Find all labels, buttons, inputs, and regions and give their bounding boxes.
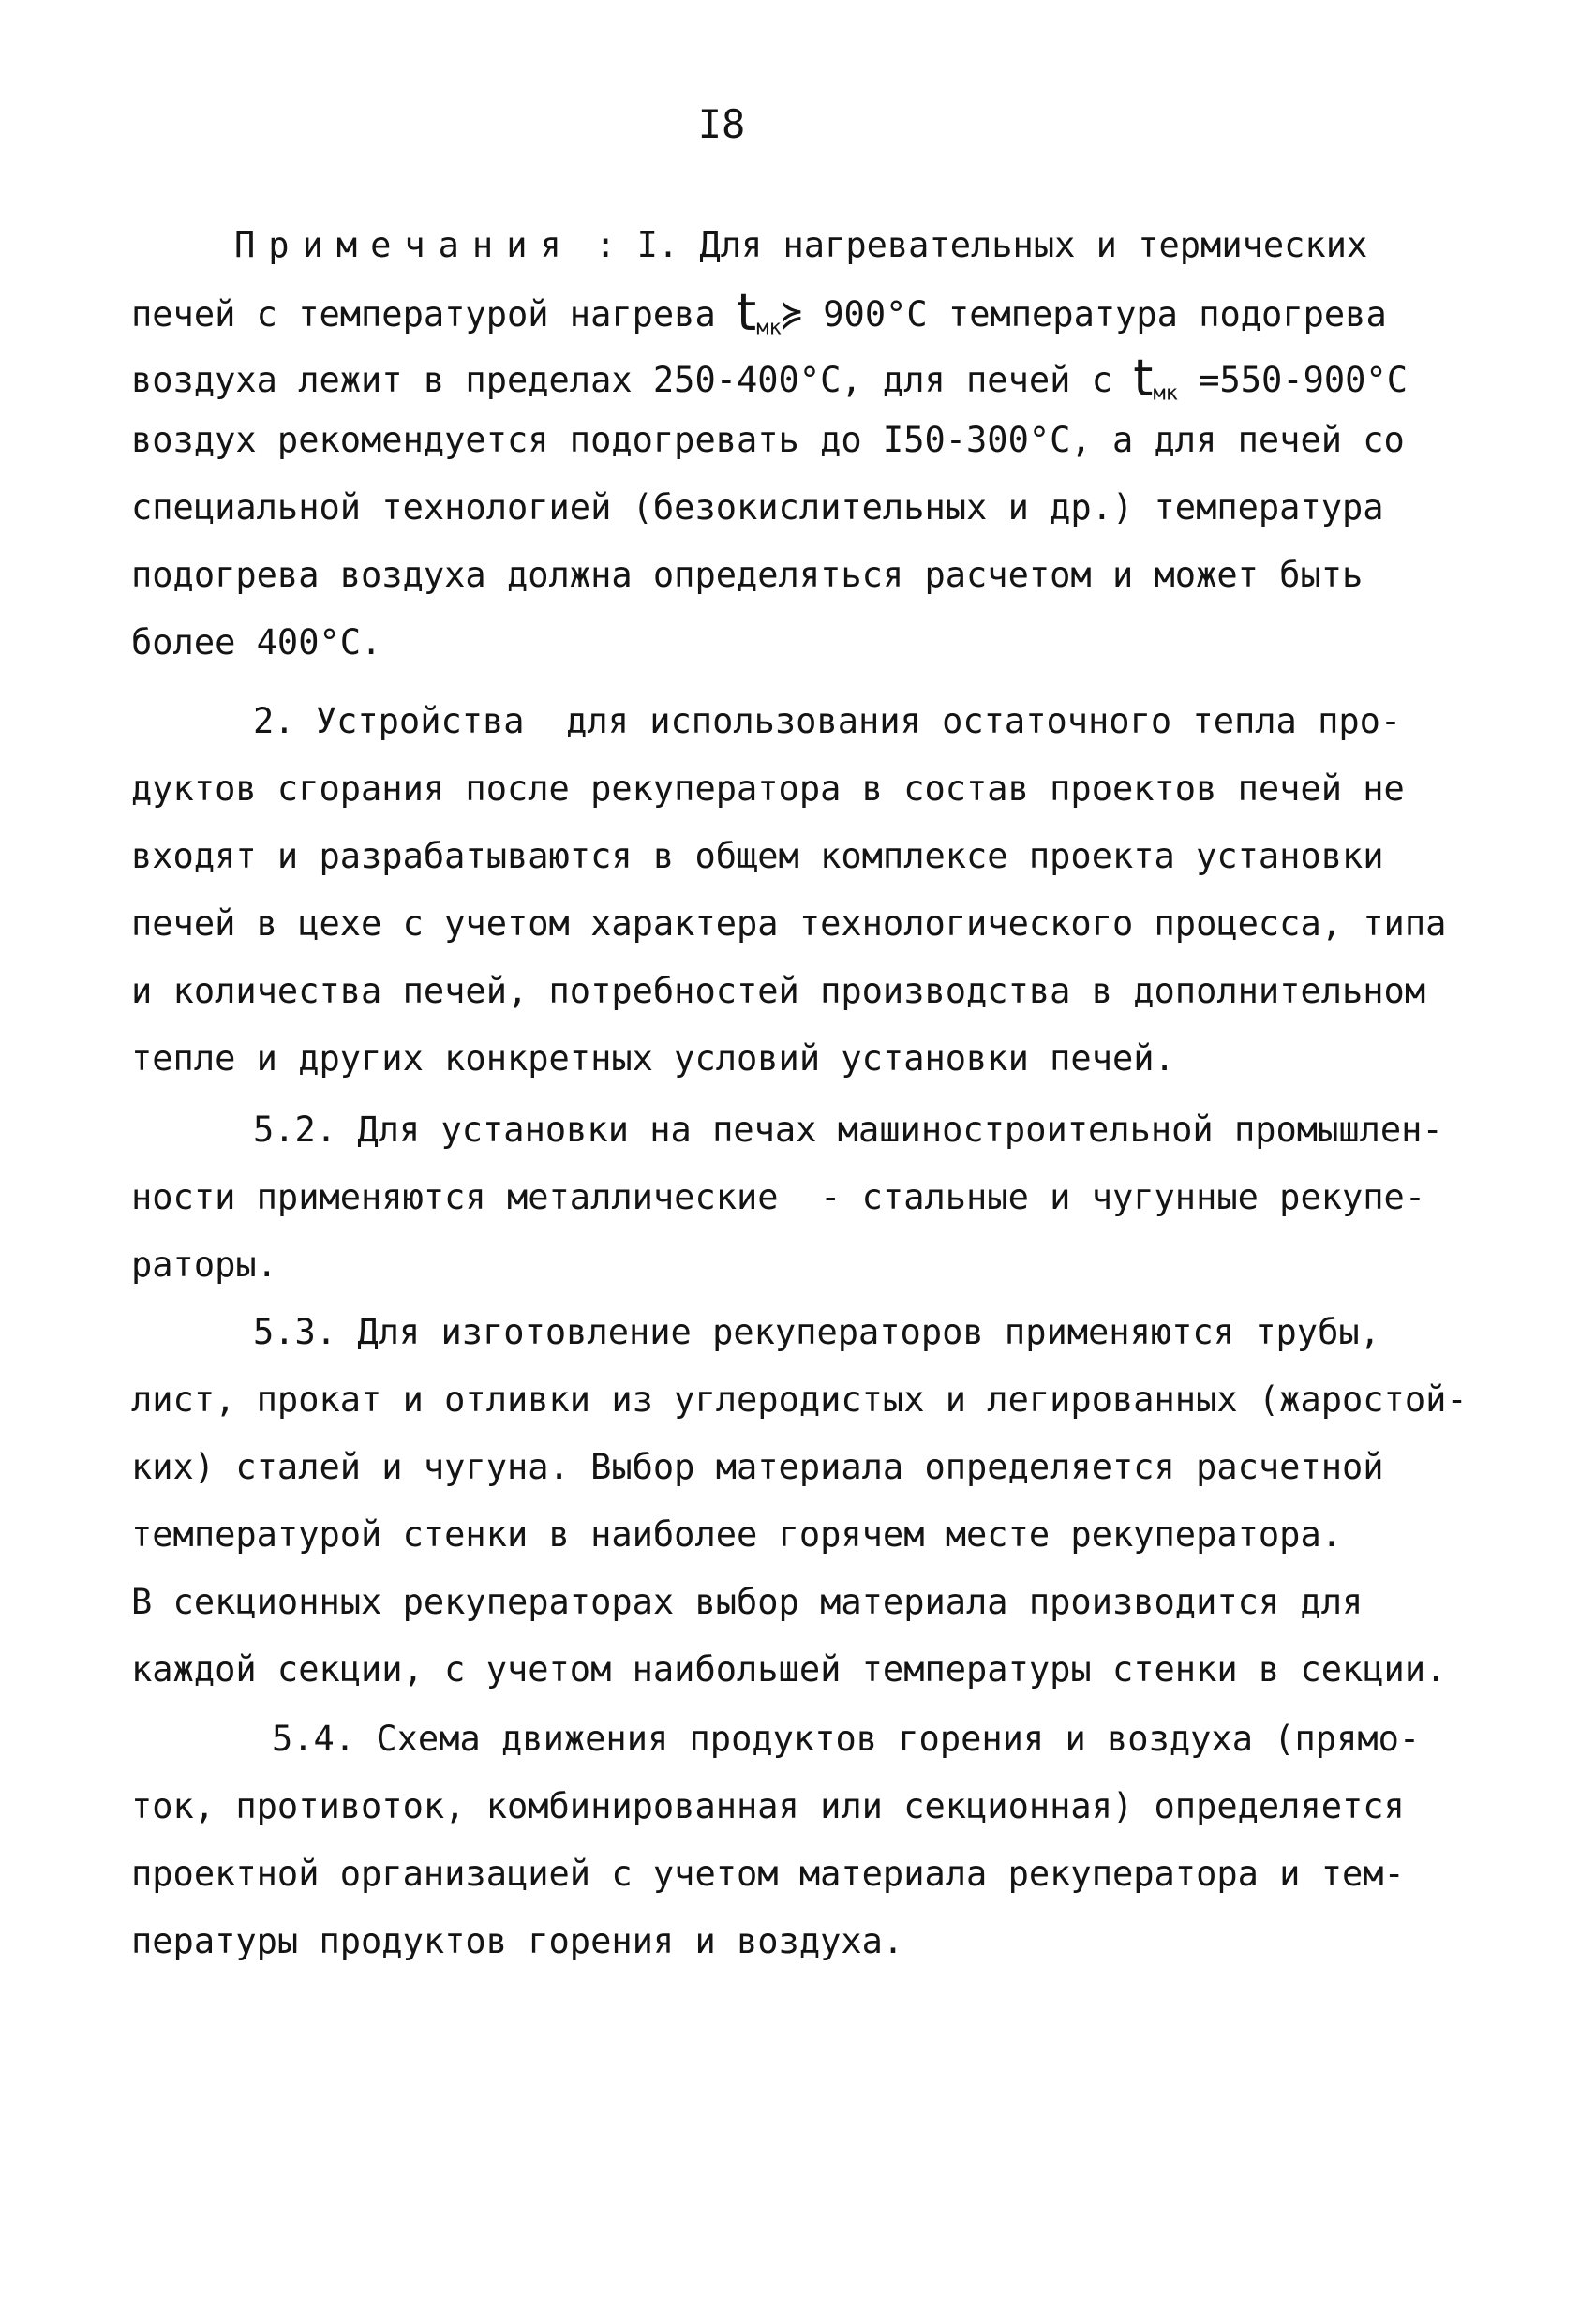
text-line: воздух рекомендуется подогревать до I50-300°С, а для печей со (131, 420, 1405, 460)
text-line: пературы продуктов горения и воздуха. (131, 1921, 904, 1961)
text-line: 2. Устройства для использования остаточного тепла про- (253, 701, 1402, 741)
text-line: 900°С температура подогрева (823, 294, 1387, 335)
notes-line-1 (234, 217, 1367, 274)
text-line: 5.4. Схема движения продуктов горения и воздуха (прямо- (272, 1719, 1421, 1759)
notes-line-3 (131, 347, 1408, 422)
text-line: ких) сталей и чугуна. Выбор материала определяется расчетной (131, 1447, 1384, 1487)
text-line: каждой секции, с учетом наибольшей температуры стенки в секции. (131, 1649, 1447, 1690)
text-line: подогрева воздуха должна определяться расчетом и может быть (131, 555, 1364, 595)
text-line: температурой стенки в наиболее горячем месте рекуператора. (131, 1514, 1343, 1555)
notes-colon: : (574, 225, 637, 265)
notes-line-2 (131, 281, 1387, 356)
text-line: проектной организацией с учетом материала рекуператора и тем- (131, 1854, 1405, 1894)
text-line: В секционных рекуператорах выбор материала производится для (131, 1582, 1364, 1622)
text-line: раторы. (131, 1244, 277, 1285)
text-line: 5.3. Для изготовление рекуператоров применяются трубы, (253, 1312, 1380, 1352)
text-line: воздуха лежит в пределах 250-400°С, для печей с (131, 360, 1112, 400)
text-line: входят и разрабатываются в общем комплексе проекта установки (131, 836, 1384, 876)
text-line: дуктов сгорания после рекуператора в состав проектов печей не (131, 768, 1405, 809)
text-line: печей в цехе с учетом характера технологического процесса, типа (131, 903, 1447, 944)
text-line: ности применяются металлические - стальные и чугунные рекупе- (131, 1177, 1426, 1217)
text-line: тепле и других конкретных условий установки печей. (131, 1038, 1175, 1079)
text-line: более 400°С. (131, 622, 382, 663)
text-line: печей с температурой нагрева (131, 294, 716, 335)
text-line: специальной технологией (безокислительных и др.) температура (131, 487, 1384, 528)
text-line: =550-900°С (1199, 360, 1408, 400)
t-symbol: t (1133, 349, 1154, 408)
text-line: и количества печей, потребностей производства в дополнительном (131, 971, 1426, 1011)
notes-label: Примечания (234, 225, 574, 265)
t-symbol: t (737, 283, 757, 342)
t-subscript: мк (1153, 381, 1178, 406)
page-number: I8 (697, 101, 746, 147)
text-line: лист, прокат и отливки из углеродистых и легированных (жаростой- (131, 1379, 1468, 1420)
ge-symbol: ≽ (781, 294, 802, 335)
text-line: I. Для нагревательных и термических (636, 225, 1368, 265)
text-line: 5.2. Для установки на печах машиностроительной промышлен- (253, 1110, 1443, 1150)
t-subscript: мк (756, 316, 782, 340)
text-line: ток, противоток, комбинированная или секционная) определяется (131, 1786, 1405, 1826)
